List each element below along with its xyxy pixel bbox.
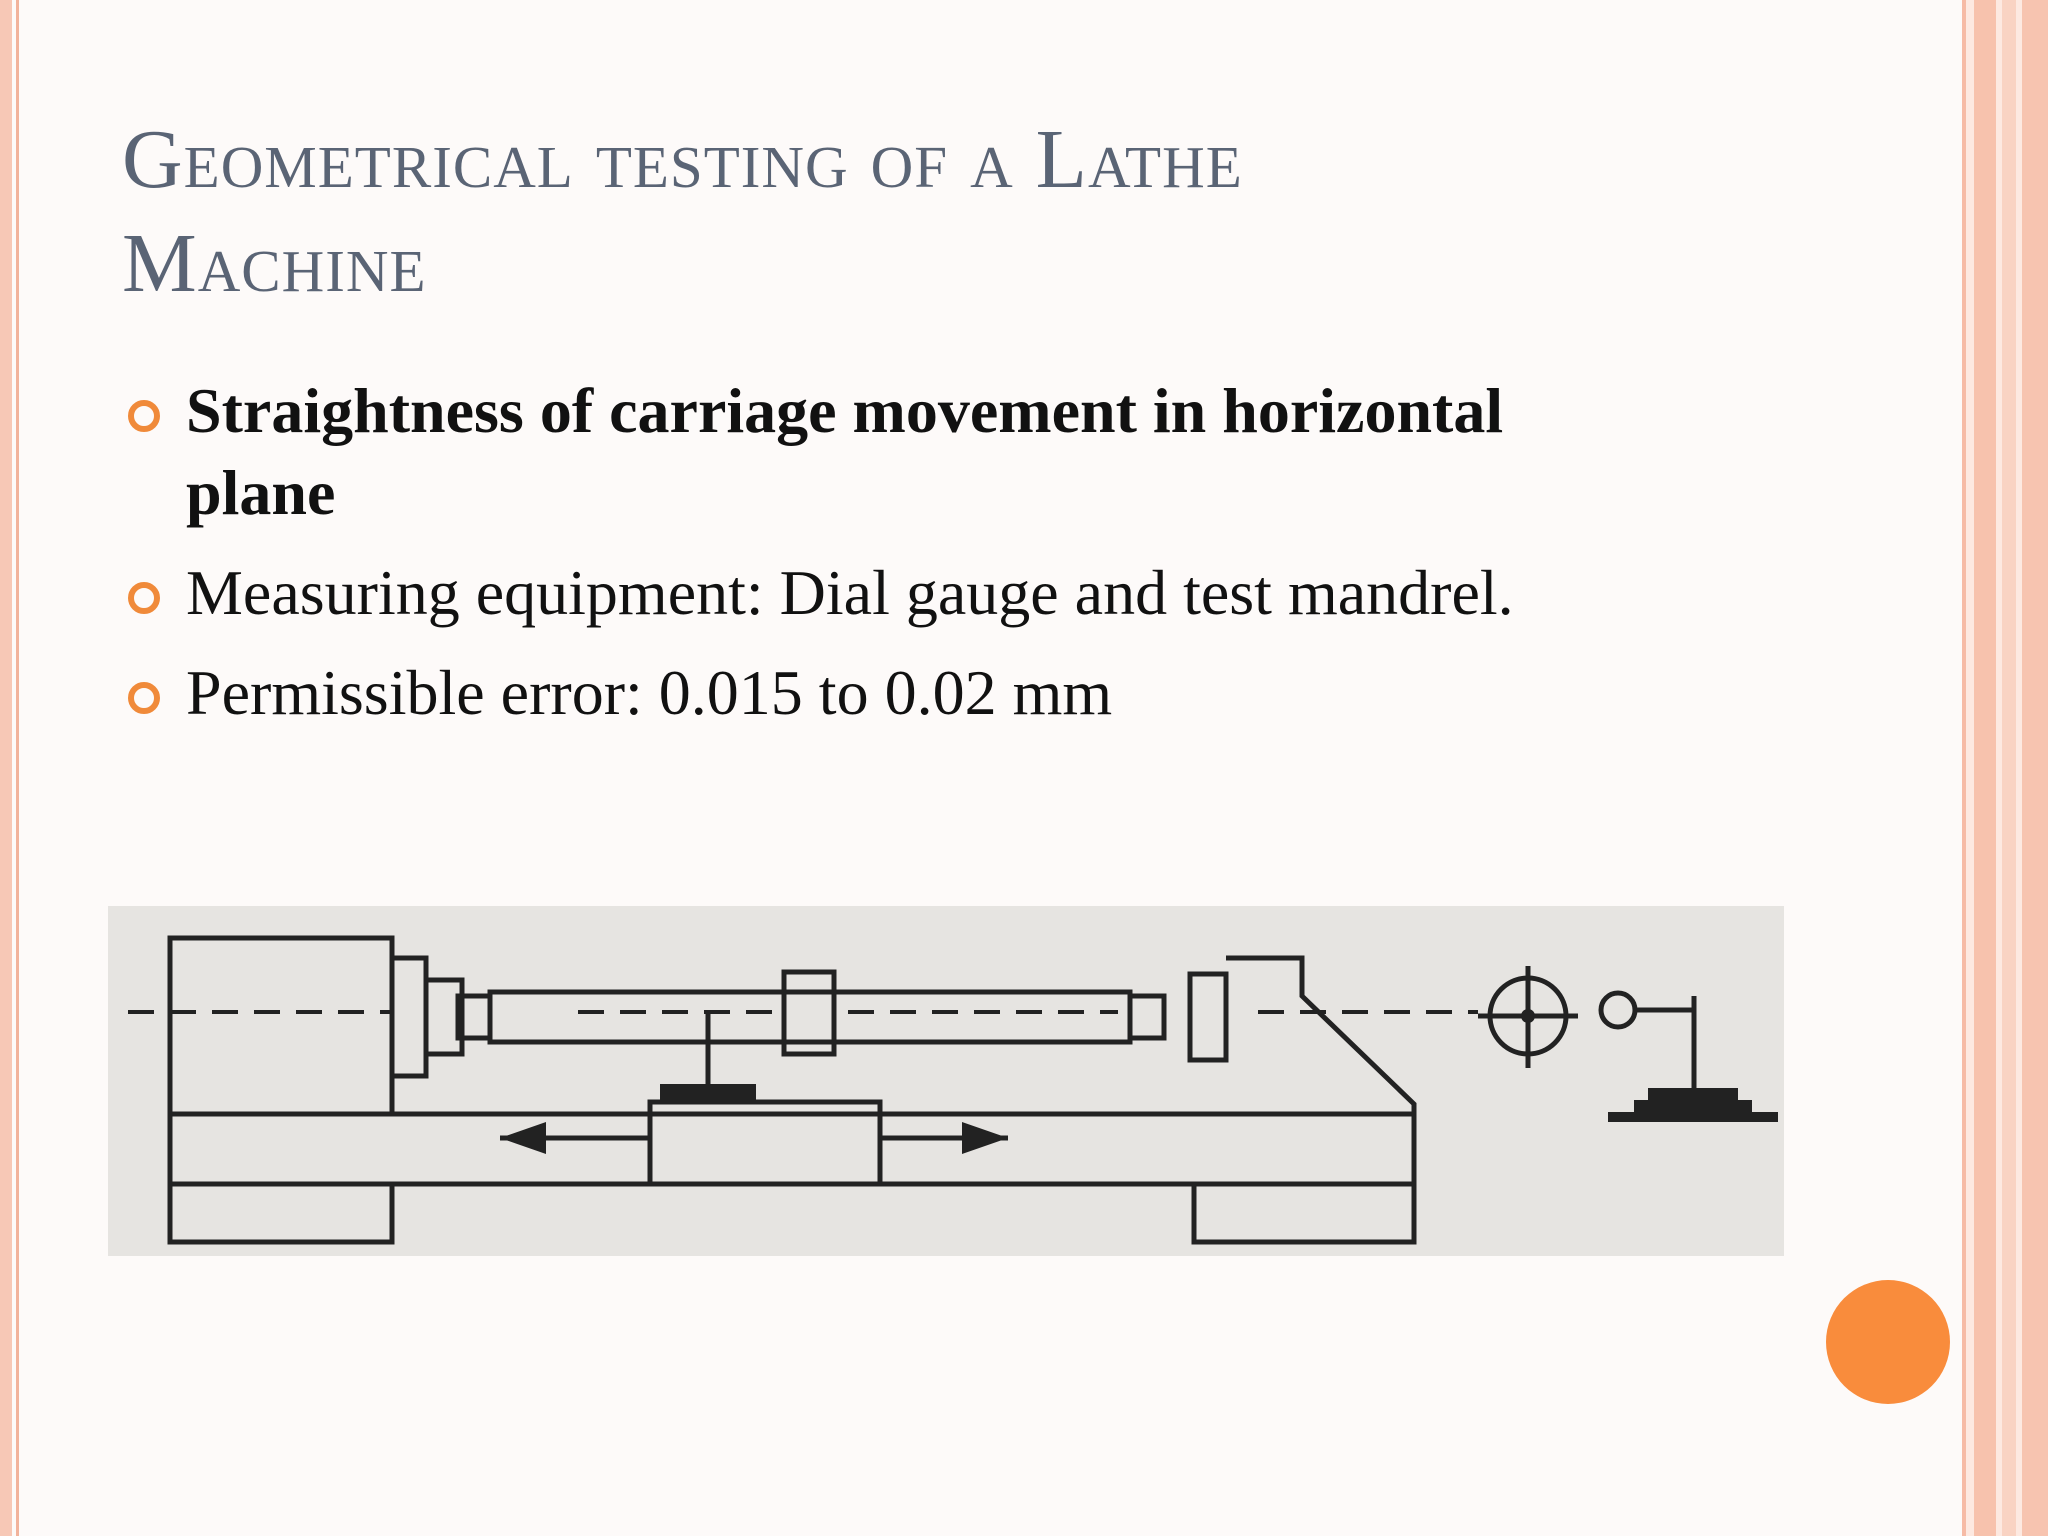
left-border-line [16,0,19,1536]
bullet-item [122,552,1602,634]
bullet-item [122,652,1602,734]
bullet-text: Measuring equipment: Dial gauge and test mandrel. [186,557,1514,628]
bullet-text: Straightness of carriage movement in horizontal plane [186,375,1504,528]
bullet-text: Permissible error: 0.015 to 0.02 mm [186,657,1113,728]
gauge-base-right [1648,1088,1738,1100]
slide-title [122,108,1722,316]
hollow-circle-icon [128,400,160,432]
accent-dot [1826,1280,1950,1404]
lathe-test-diagram [108,906,1784,1256]
slide-title-line2: Machine [122,217,427,310]
right-border-stripe [2022,0,2048,1536]
gauge-base [660,1084,756,1102]
bullet-item [122,370,1602,534]
right-border-stripe [1962,0,1966,1536]
right-border-stripe [1974,0,1996,1536]
bullet-list [122,370,1602,752]
hollow-circle-icon [128,582,160,614]
slide-title-line1: Geometrical testing of a Lathe [122,113,1243,206]
right-border-stripe [2002,0,2016,1536]
left-border-stripe [0,0,12,1536]
hollow-circle-icon [128,682,160,714]
